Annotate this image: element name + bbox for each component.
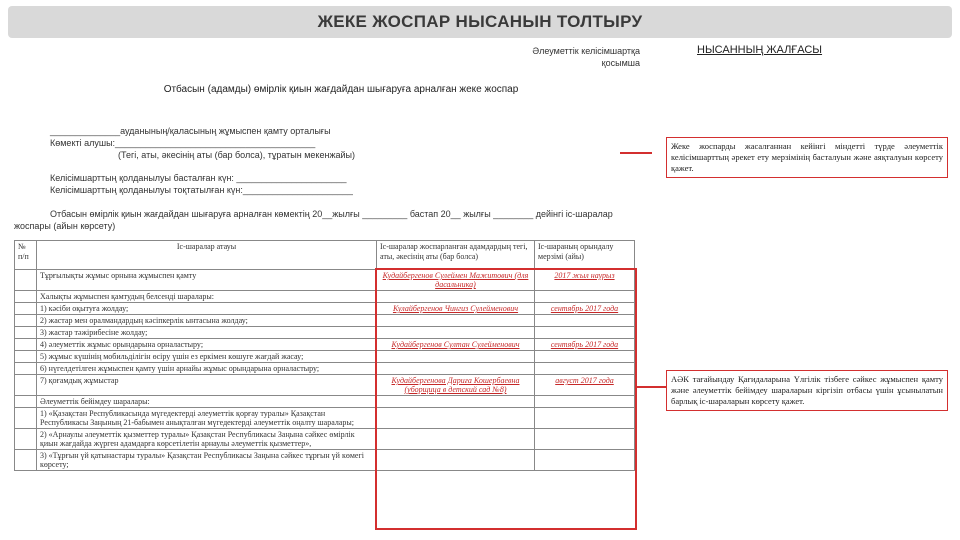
header-measure-name: Іс-шаралар атауы bbox=[37, 241, 377, 270]
row-date-cell: сентябрь 2017 года bbox=[535, 339, 635, 351]
row-no-cell bbox=[15, 291, 37, 303]
row-measure-cell: 7) қоғамдық жұмыстар bbox=[37, 375, 377, 396]
row-no-cell bbox=[15, 396, 37, 408]
row-measure-cell: Әлеуметтік бейімдеу шаралары: bbox=[37, 396, 377, 408]
row-no-cell bbox=[15, 303, 37, 315]
header-deadline: Іс-шараның орындалу мерзімі (айы) bbox=[535, 241, 635, 270]
row-no-cell bbox=[15, 351, 37, 363]
row-executor-cell: Кудайбергенов Сулеймен Мажитович (для дасальника) bbox=[377, 270, 535, 291]
row-measure-cell: 2) жастар мен оралмандардың кәсіпкерлік ынтасына жолдау; bbox=[37, 315, 377, 327]
row-measure-cell: 4) әлеуметтік жұмыс орындарына орналастыру; bbox=[37, 339, 377, 351]
row-date-cell: август 2017 года bbox=[535, 375, 635, 396]
header-no: № п/п bbox=[15, 241, 37, 270]
row-measure-cell: Тұрғылықты жұмыс орнына жұмыспен қамту bbox=[37, 270, 377, 291]
row-measure-cell: 3) «Тұрғын үй қатынастары туралы» Қазақстан Республикасы Заңына сәйкес тұрғын үй көмегі көрсету; bbox=[37, 450, 377, 471]
note-contract-dates: Жеке жоспарды жасалғаннан кейінгі міндетті түрде әлеуметтік келісімшарттың әрекет ету мерзімінің басталуын және аяқталуын көрсету қажет. bbox=[666, 137, 948, 178]
plan-heading: Отбасын (адамды) өмірлік қиын жағдайдан шығаруға арналған жеке жоспар bbox=[163, 84, 519, 95]
row-measure-cell: 1) кәсіби оқытуға жолдау; bbox=[37, 303, 377, 315]
row-date-cell: 2017 жыл наурыз bbox=[535, 270, 635, 291]
row-measure-cell: Халықты жұмыспен қамтудың белсенді шаралары: bbox=[37, 291, 377, 303]
row-measure-cell: 5) жұмыс күшінің мобильділігін өсіру үшін ез еркімен көшуге жағдай жасау; bbox=[37, 351, 377, 363]
row-measure-cell: 3) жастар тәжірибесіне жолдау; bbox=[37, 327, 377, 339]
row-no-cell bbox=[15, 339, 37, 351]
row-measure-cell: 6) нүгелдетілген жұмыспен қамту үшін арнайы жұмыс орындарына орналастыру; bbox=[37, 363, 377, 375]
table-header-row bbox=[15, 241, 635, 270]
row-no-cell bbox=[15, 375, 37, 396]
row-no-cell bbox=[15, 408, 37, 429]
row-no-cell bbox=[15, 450, 37, 471]
form-continuation-label: НЫСАННЫҢ ЖАЛҒАСЫ bbox=[697, 44, 823, 56]
employment-center-line: ______________ауданының/қаласының жұмыспен қамту орталығы bbox=[50, 126, 331, 136]
callout-connector bbox=[636, 386, 666, 388]
row-measure-cell: 1) «Қазақстан Республикасында мүгедектерді әлеуметтік қорғау туралы» Қазақстан Республикасы Заңының 21-бабымен анықталған мүгедектерді әлеуметтік оңалту шаралары; bbox=[37, 408, 377, 429]
recipient-line: Көмекті алушы:________________________________________ bbox=[50, 138, 316, 148]
recipient-hint: (Тегі, аты, әкесінің аты (бар болса), тұратын мекенжайы) bbox=[118, 150, 355, 160]
row-executor-cell: Кудайбергенова Дариға Кошербаевна (уборщица в детский сад №8) bbox=[377, 375, 535, 396]
row-no-cell bbox=[15, 327, 37, 339]
contract-start-line: Келісімшарттың қолданылуы басталған күн: ______________________ bbox=[50, 173, 347, 183]
plan-period-line: Отбасын өмірлік қиын жағдайдан шығаруға арналған көмектің 20__жылғы _________ бастап 20__ жылғы ________ дейінгі іс-шаралар жоспары (айын көрсету) bbox=[14, 209, 613, 231]
page-title: ЖЕКЕ ЖОСПАР НЫСАНЫН ТОЛТЫРУ bbox=[8, 6, 952, 38]
row-no-cell bbox=[15, 270, 37, 291]
contract-end-line: Келісімшарттың қолданылуы тоқтатылған күн:______________________ bbox=[50, 185, 353, 195]
annex-label: Әлеуметтік келісімшартқа қосымша bbox=[532, 46, 640, 68]
row-measure-cell: 2) «Арнаулы әлеуметтік қызметтер туралы» Қазақстан Республикасы Заңына сәйкес өмірлік қиын жағдайда жүрген адамдарға көрсетілетін арнаулы әлеуметтік қызметтер», bbox=[37, 429, 377, 450]
row-executor-cell: Кудайбергенов Султан Сулейменович bbox=[377, 339, 535, 351]
row-no-cell bbox=[15, 315, 37, 327]
header-executor: Іс-шаралар жоспарланған адамдардың тегі, аты, әкесінің аты (бар болса) bbox=[377, 241, 535, 270]
highlight-frame bbox=[375, 268, 637, 530]
row-no-cell bbox=[15, 363, 37, 375]
row-no-cell bbox=[15, 429, 37, 450]
note-measures: АӘК тағайындау Қағидаларына Үлгілік тізбеге сәйкес жұмыспен қамту және әлеуметтік бейімдеу шараларын кіргізіп отбасы үшін ұсынылатын барлық іс-шараларын көрсету қажет. bbox=[666, 370, 948, 411]
row-executor-cell: Кулайбергенов Чингиз Сулейменович bbox=[377, 303, 535, 315]
callout-connector bbox=[620, 152, 652, 154]
row-date-cell: сентябрь 2017 года bbox=[535, 303, 635, 315]
